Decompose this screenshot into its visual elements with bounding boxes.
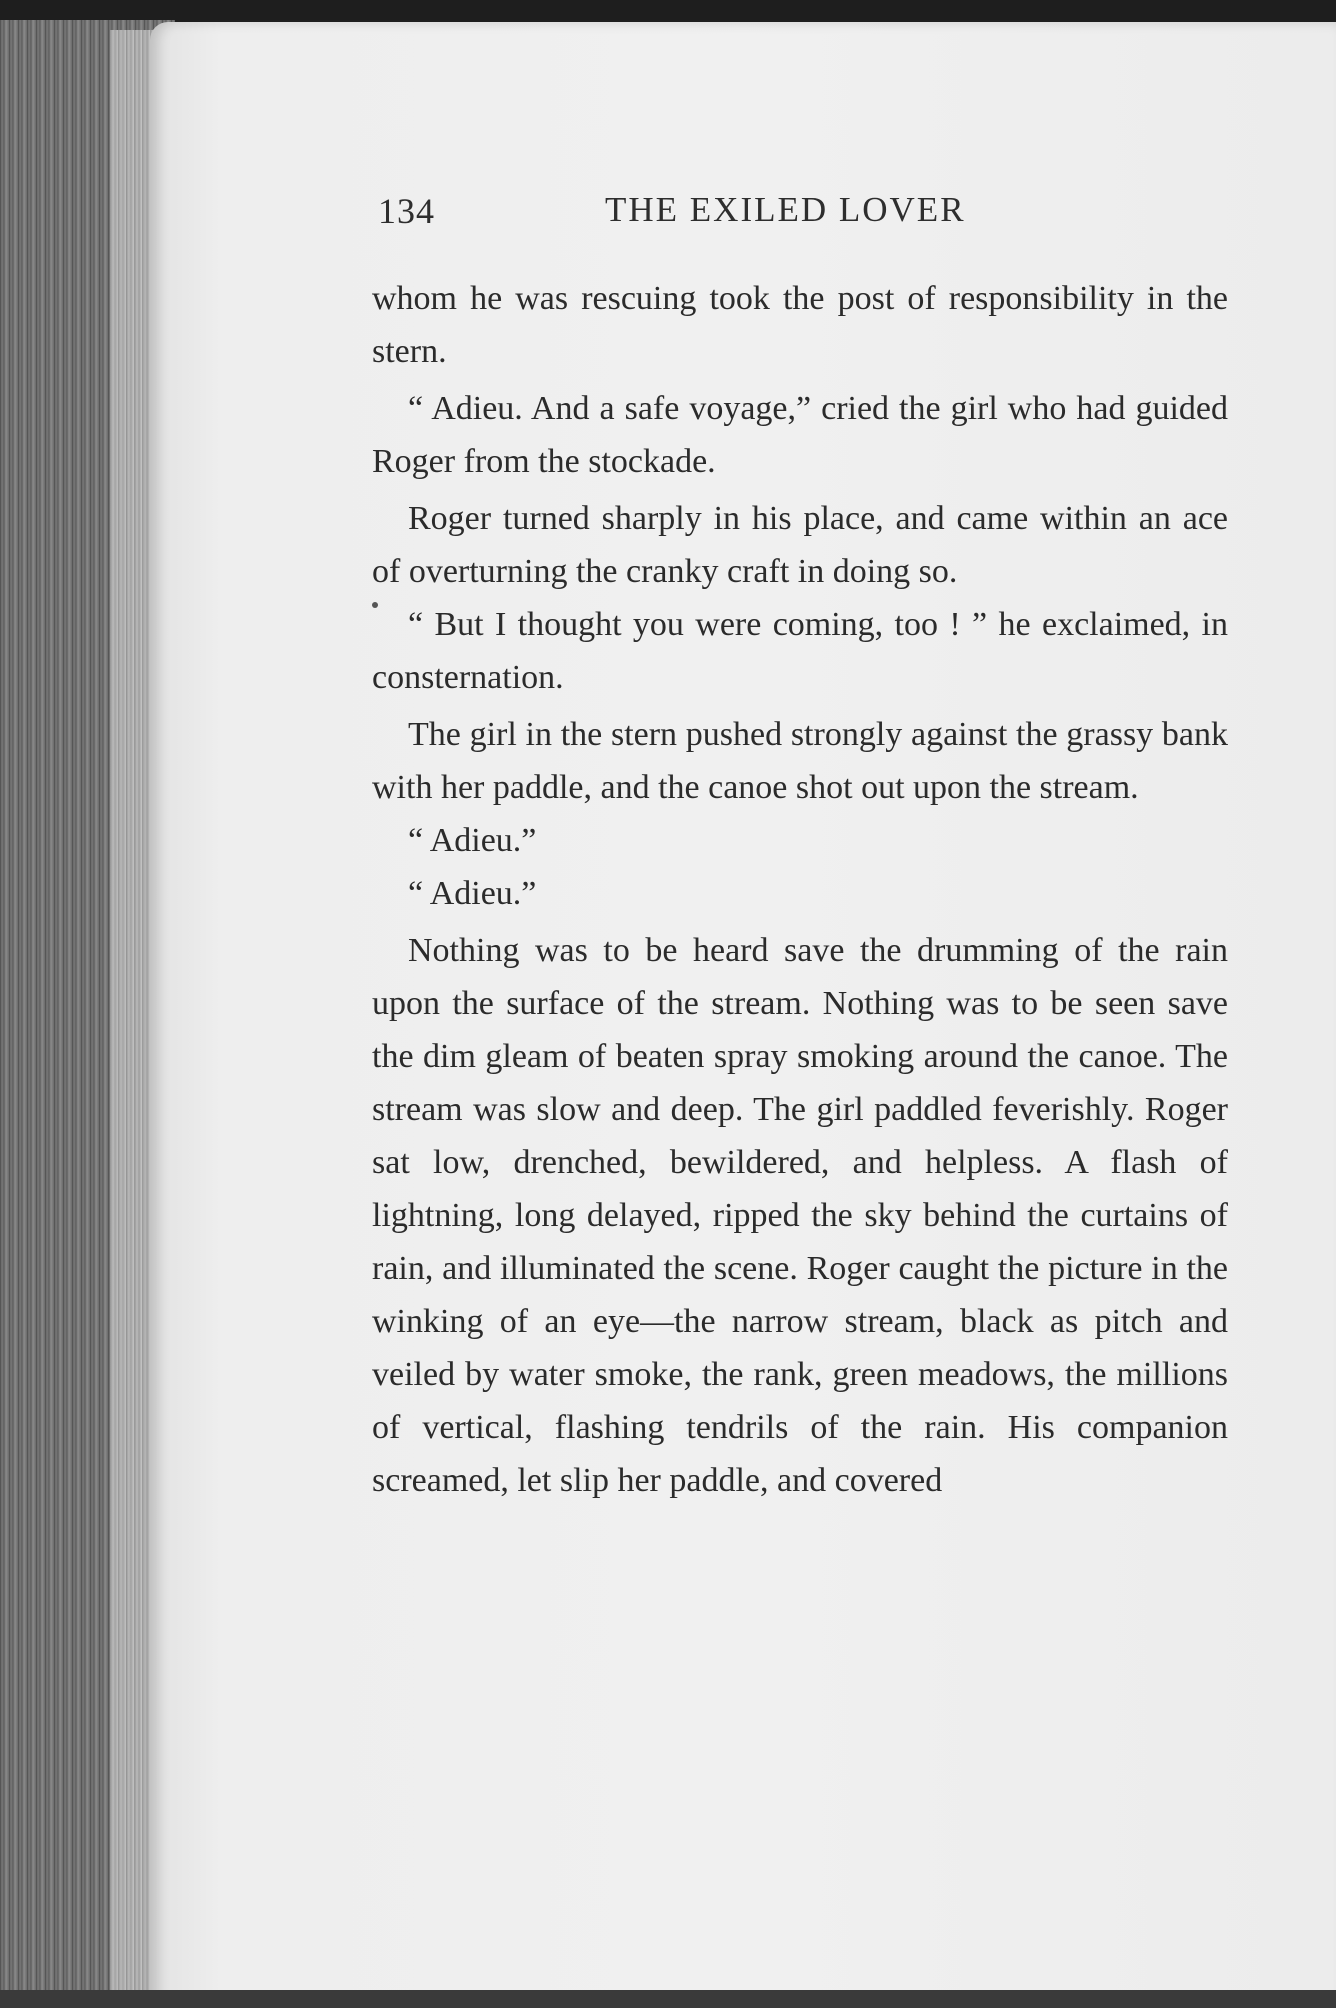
paragraph: “ Adieu.”: [408, 822, 537, 859]
body-text: [372, 272, 1228, 1507]
page-number: 134: [378, 191, 435, 231]
paragraph: Roger turned sharply in his place, and came within an ace of overturning the cranky craft in doing so.: [372, 500, 1228, 590]
page-header: [378, 190, 1023, 250]
paragraph-continued: whom he was rescuing took the post of responsibility in the stern.: [372, 280, 1228, 370]
paragraph: “ But I thought you were coming, too ! ” he exclaimed, in consternation.: [372, 606, 1228, 696]
ink-speck: [372, 602, 378, 608]
paragraph: “ Adieu.”: [408, 875, 537, 912]
paragraph: “ Adieu. And a safe voyage,” cried the girl who had guided Roger from the stockade.: [372, 390, 1228, 480]
paragraph: Nothing was to be heard save the drumming of the rain upon the surface of the stream. Nothing was to be seen save the dim gleam of beaten spray smoking around the canoe. The stream was slow and deep. The girl paddled feverishly. Roger sat low, drenched, bewildered, and helpless. A flash of lightning, long delayed, ripped the sky behind the curtains of rain, and illuminated the scene. Roger caught the picture in the winking of an eye—the narrow stream, black as pitch and veiled by water smoke, the rank, green meadows, the millions of vertical, flashing tendrils of the rain. His companion screamed, let slip her paddle, and covered: [372, 932, 1228, 1499]
running-title: THE EXILED LOVER: [605, 190, 966, 229]
scan-top-border: [0, 0, 1336, 22]
paragraph: The girl in the stern pushed strongly against the grassy bank with her paddle, and the canoe shot out upon the stream.: [372, 716, 1228, 806]
scan-bottom-border: [0, 1990, 1336, 2008]
